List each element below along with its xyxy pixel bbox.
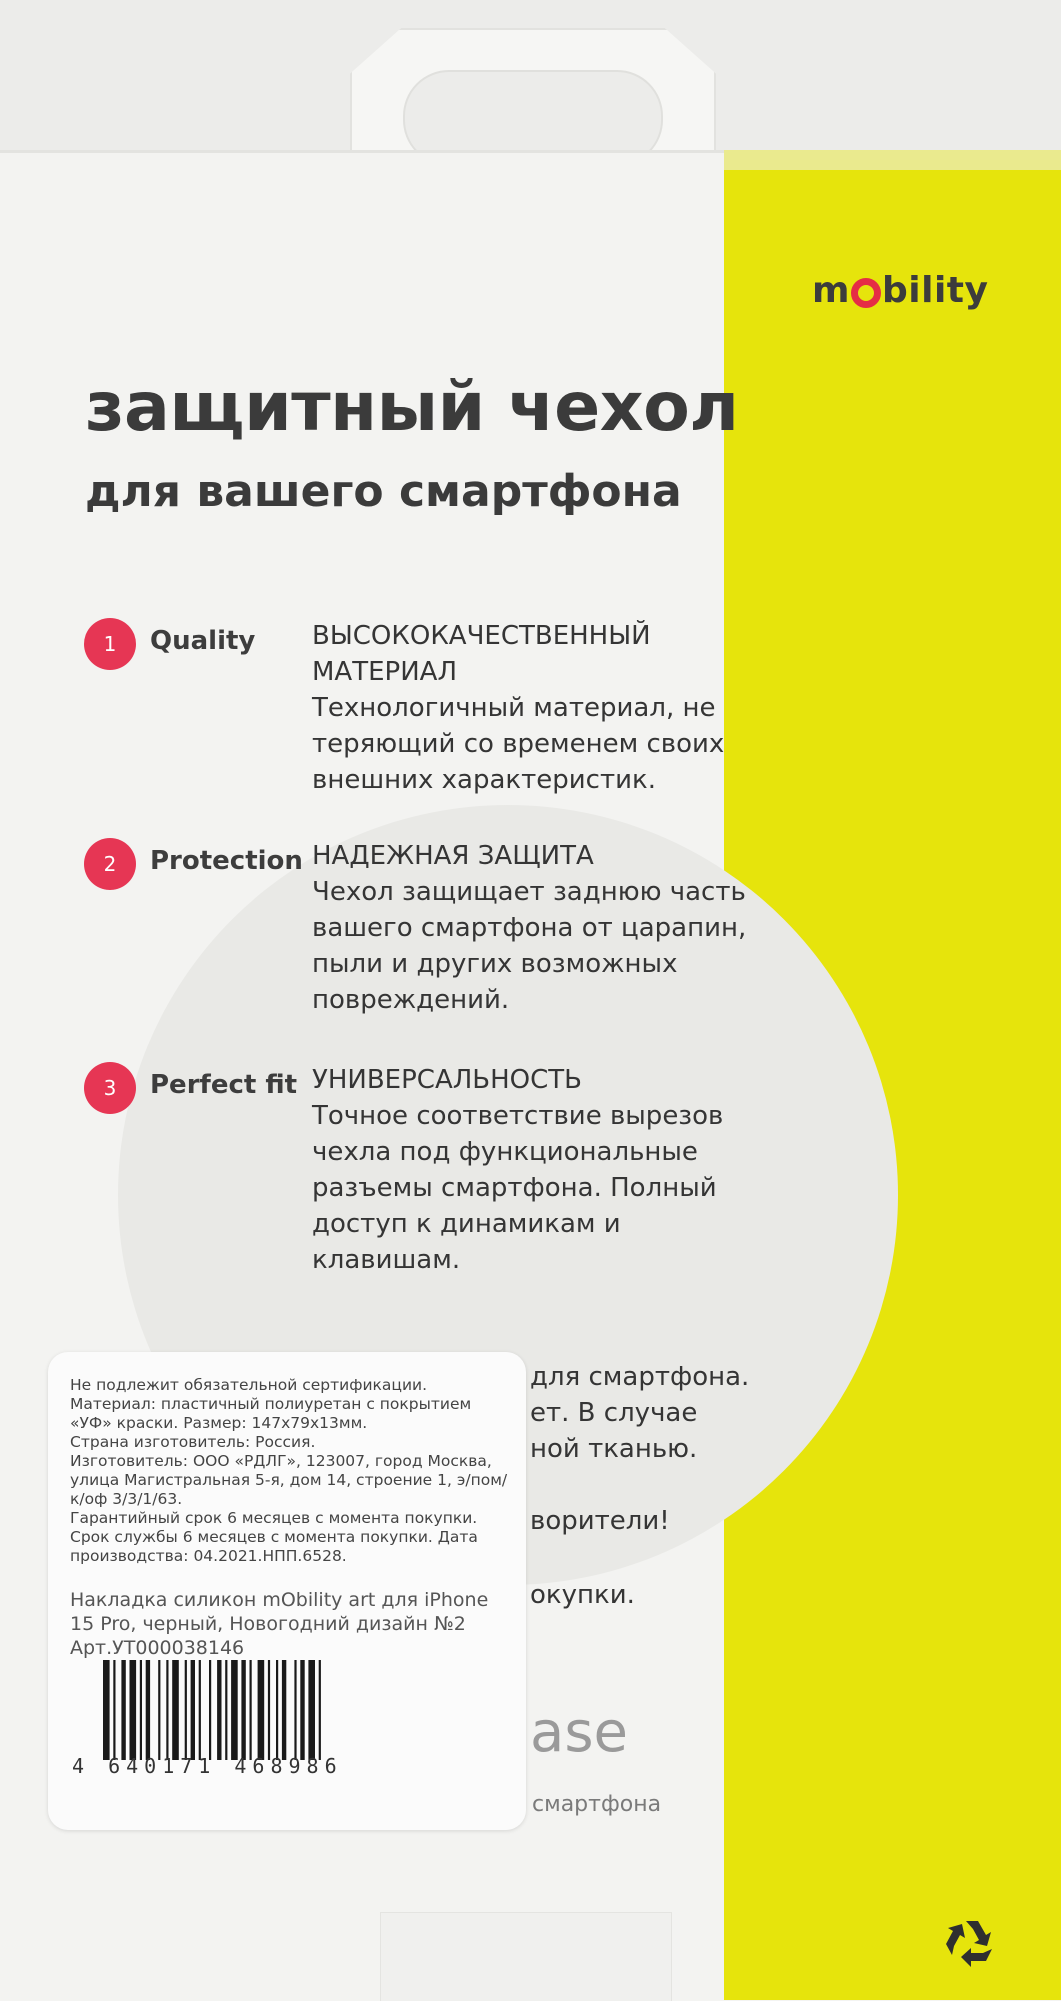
barcode-bar — [140, 1660, 142, 1760]
feature-name: Protection — [150, 846, 303, 876]
sticker-product-name: Накладка силикон mObility art для iPhone 15 Pro, черный, Новогодний дизайн №2 Арт.УТ000038146 — [70, 1589, 489, 1659]
barcode-bar — [166, 1660, 168, 1760]
barcode-bar — [308, 1660, 315, 1760]
barcode-digits: 4 640171 468986 — [72, 1754, 343, 1778]
feature-title: НАДЕЖНАЯ ЗАЩИТА — [312, 841, 594, 871]
page-title: защитный чехол — [85, 368, 739, 447]
barcode-bar — [199, 1660, 201, 1760]
partial-line: для смартфона. — [530, 1362, 750, 1392]
barcode-bar — [158, 1660, 160, 1760]
feature-title: ВЫСОКОКАЧЕСТВЕННЫЙ МАТЕРИАЛ — [312, 621, 651, 687]
partial-line: ет. В случае — [530, 1398, 698, 1428]
sticker-line: Не подлежит обязательной сертификации. — [70, 1376, 428, 1394]
feature-text — [312, 838, 782, 1018]
barcode-bar — [241, 1660, 245, 1760]
brand-name-left: m — [812, 270, 851, 311]
barcode-bar — [113, 1660, 115, 1760]
feature-body: Технологичный материал, не теряющий со временем своих внешних характеристик. — [312, 693, 725, 795]
product-sticker — [48, 1352, 526, 1830]
barcode-bar — [209, 1660, 211, 1760]
feature-number-badge: 1 — [84, 618, 136, 670]
sticker-line: Изготовитель: ООО «РДЛГ», 123007, город Москва, улица Магистральная 5-я, дом 14, строение 1, э/пом/к/оф 3/3/1/63. — [70, 1452, 508, 1508]
barcode-bar — [319, 1660, 321, 1760]
feature-text — [312, 618, 782, 798]
brand-name-right: bility — [882, 270, 989, 311]
barcode-bar — [250, 1660, 252, 1760]
case-subtitle: смартфона — [532, 1792, 662, 1817]
barcode-bar — [146, 1660, 150, 1760]
barcode-bar — [225, 1660, 227, 1760]
barcode-bar — [231, 1660, 238, 1760]
recycle-icon — [944, 1915, 1000, 1971]
barcode-bar — [258, 1660, 265, 1760]
barcode-bar — [185, 1660, 187, 1760]
barcode-bar — [268, 1660, 270, 1760]
sticker-line: Гарантийный срок 6 месяцев с момента покупки. Срок службы 6 месяцев с момента покупки. Дата производства: 04.2021.НПП.6528. — [70, 1509, 478, 1565]
barcode-bar — [276, 1660, 278, 1760]
barcode-icon — [103, 1660, 463, 1768]
sticker-line: Материал: пластичный полиуретан с покрытием «УФ» краски. Размер: 147x79x13мм. — [70, 1395, 472, 1432]
partial-line: ворители! — [530, 1506, 670, 1536]
partial-line: ной тканью. — [530, 1434, 698, 1464]
sticker-info — [70, 1376, 510, 1566]
feature-title: УНИВЕРСАЛЬНОСТЬ — [312, 1065, 583, 1095]
feature-name: Perfect fit — [150, 1070, 298, 1100]
case-word: ase — [530, 1700, 628, 1765]
package-bottom-tab — [380, 1912, 672, 2001]
sticker-line: Страна изготовитель: Россия. — [70, 1433, 316, 1451]
feature-name: Quality — [150, 626, 256, 656]
barcode-bar — [130, 1660, 137, 1760]
barcode-bar — [282, 1660, 286, 1760]
barcode-bar — [121, 1660, 125, 1760]
barcode-bar — [217, 1660, 221, 1760]
barcode-bar — [300, 1660, 304, 1760]
feature-number-badge: 2 — [84, 838, 136, 890]
barcode-bar — [172, 1660, 179, 1760]
feature-number-badge: 3 — [84, 1062, 136, 1114]
feature-body: Чехол защищает заднюю часть вашего смартфона от царапин, пыли и других возможных повреждений. — [312, 877, 747, 1015]
barcode-bar — [103, 1660, 110, 1760]
brand-logo — [812, 270, 988, 311]
brand-o-ring-icon — [851, 278, 881, 308]
feature-body: Точное соответствие вырезов чехла под функциональные разъемы смартфона. Полный доступ к динамикам и клавишам. — [312, 1101, 724, 1275]
page-subtitle: для вашего смартфона — [85, 466, 682, 517]
partial-line: окупки. — [530, 1580, 635, 1610]
barcode-bar — [191, 1660, 195, 1760]
feature-text — [312, 1062, 782, 1278]
barcode-bar — [294, 1660, 296, 1760]
